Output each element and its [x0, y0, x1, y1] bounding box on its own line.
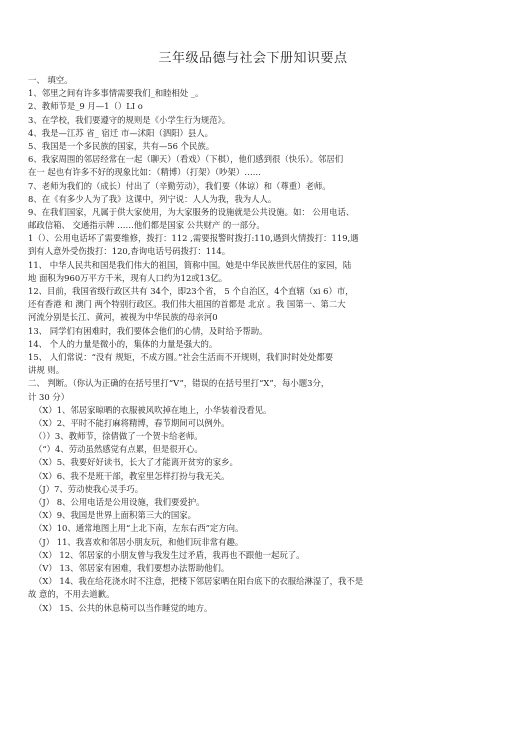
- text-line: 1、邻里之间有许多事情需要我们_和睦相处 _。: [28, 88, 204, 99]
- text-line: （J） 11、我喜欢和邻居小朋友玩，和他们玩非常有趣。: [34, 536, 244, 547]
- text-line: 4、我是—江苏 省_ 宿迁 市—沭阳（泗阳）县人。: [28, 127, 214, 138]
- text-line: （X）1、邻居家晾晒的衣服被风吹掉在地上，小华装着没看见。: [34, 404, 272, 415]
- text-line: 二、 判断。（你认为正确的在括号里打“V”，错误的在括号里打“X”，每小题3分，: [28, 378, 330, 389]
- text-line: 河流分别是长江、黄河，被视为中华民族的母亲河0: [28, 312, 218, 323]
- text-line: 还有香港 和 澳门 两个特别行政区。我们伟大祖国的首都是 北京 。我 国第一、第二大: [28, 299, 346, 310]
- text-line: 计 30 分）: [28, 391, 70, 402]
- text-line: 9、在我们国家，凡属于供大家使用，为大家服务的设施就是公共设施。如： 公用电话、: [28, 206, 355, 217]
- text-line: 在一 起也有许多不好的现象比如：（精博）（打架）（吵架）……: [28, 167, 261, 178]
- text-line: 12、目前，我国省级行政区共有 34个，即23个省， 5 个自治区，4个直辖（xi 6）市，: [28, 286, 354, 296]
- text-line: （J）7、劳动使我心灵手巧。: [34, 483, 144, 494]
- text-line: （X）10、通常地图上用“上北下南，左东右西”定方向。: [34, 523, 244, 534]
- text-line: 1（）、公用电话坏了需要维修，拨打：112 ,需要报警时拨打:110,遇到火情拨打：119,遇: [28, 233, 359, 244]
- text-line: 5、我国是一个多民族的国家，共有—56 个民族。: [28, 140, 215, 151]
- text-line: 13、 同学们有困难时，我们要体会他们的心情，及时给予帮助。: [28, 325, 268, 336]
- text-line: （X） 14、我在给花浇水时不注意，把楼下邻居家晒在阳台底下的衣服给淋湿了，我不是: [34, 576, 364, 587]
- text-line: 故 意的，不用去道歉。: [28, 589, 115, 600]
- text-line: 3、在学校，我们要遵守的规则是《小学生行为规范》。: [28, 114, 231, 125]
- text-line: （V） 13、邻居家有困难，我们要想办法帮助他们。: [34, 562, 230, 573]
- text-line: （X）6、我不是班干部，教室里怎样打扮与我无关。: [34, 470, 230, 481]
- text-line: （X） 15、公共的休息椅可以当作睡觉的地方。: [34, 602, 213, 613]
- text-line: 8、在《有多少人为了我》这课中，列宁说：人人为我，我为人人。: [28, 193, 277, 204]
- text-line: （X）2、平时不能打麻将精博，春节期间可以例外。: [34, 417, 230, 428]
- document-title: 三年级品德与社会下册知识要点: [158, 51, 348, 66]
- text-line: 地 面积为960万平方千米，现有人口约为12或13亿。: [28, 272, 228, 283]
- text-line: 7、老师为我们的（成长）付出了（辛勤劳动），我们要（体谅）和（尊重）老师。: [28, 180, 331, 191]
- text-line: （X）5、我要好好读书，长大了才能离开贫穷的家乡。: [34, 457, 238, 468]
- text-line: 6、我家周围的邻居经常在一起（聊天）（看戏）（下棋），他们感到很（快乐）。邻居们: [28, 154, 344, 165]
- text-line: （X）9、我国是世界上面积第三大的国家。: [34, 510, 197, 521]
- document-body: [28, 74, 484, 615]
- text-line: （））3、教师节，徐倩做了一个贺卡给老师。: [34, 431, 203, 442]
- text-line: 11、 中华人民共和国是我们伟大的祖国，简称中国。她是中华民族世代居住的家园，陆: [28, 259, 352, 270]
- text-line: （X） 12、邻居家的小朋友曾与我发生过矛盾，我再也不跟他一起玩了。: [34, 549, 305, 560]
- text-line: （J） 8、公用电话是公用设施，我们要爱护。: [34, 497, 205, 507]
- text-line: 邮政信箱、 交通指示牌 ……他们都是国家 公共财产 的一部分。: [28, 220, 265, 231]
- text-line: 到有人意外受伤拨打：120,杳询电话号码拨打：114。: [28, 246, 231, 257]
- text-line: 15、 人们常说：“没有 规矩，不成方圆。”社会生活而不开规则，我们时时处处都要: [28, 351, 334, 362]
- text-line: 14、 个人的力量是微小的，集体的力量是强大的。: [28, 338, 218, 349]
- text-line: 讲规 则。: [28, 365, 65, 376]
- text-line: （“）4、劳动虽然感觉有点累，但是很开心。: [34, 444, 203, 455]
- text-line: 2、教师节是_9 月—1（）LI o: [28, 101, 143, 112]
- text-line: 一、 填空。: [28, 75, 73, 85]
